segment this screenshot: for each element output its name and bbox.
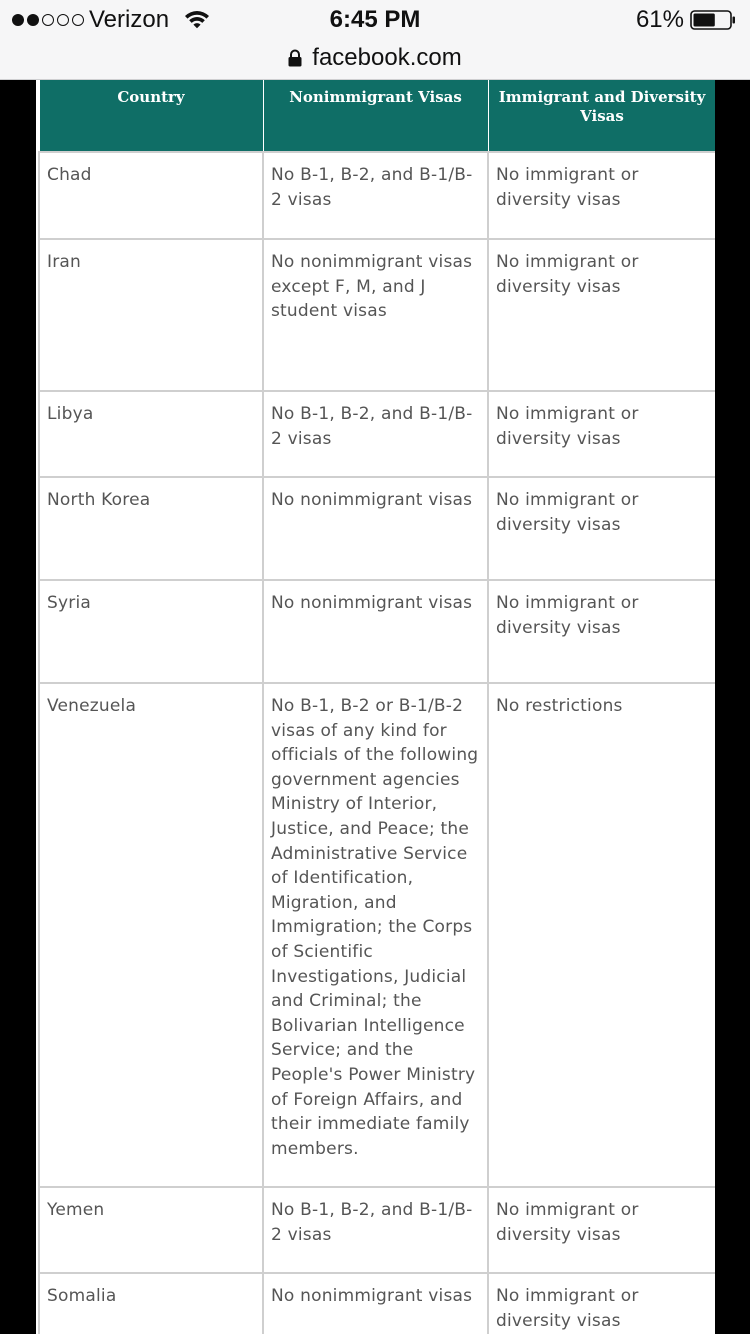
country-cell: Yemen bbox=[39, 1187, 263, 1273]
table-row bbox=[39, 152, 715, 239]
battery-fill bbox=[694, 14, 715, 27]
nonimmigrant-cell: No B-1, B-2 or B-1/B-2 visas of any kind for officials of the following government agencies Ministry of Interior, Justice, and Peace; the Administrative Service of Identification, Migration, and Immigration; the Corps of Scientific Investigations, Judicial and Criminal; the Bolivarian Intelligence Service; and the People's Power Ministry of Foreign Affairs, and their immediate family members. bbox=[263, 683, 488, 1187]
table-row bbox=[39, 477, 715, 580]
country-cell: North Korea bbox=[39, 477, 263, 580]
table-row bbox=[39, 1273, 715, 1334]
table-row bbox=[39, 239, 715, 391]
immigrant-cell: No immigrant or diversity visas bbox=[488, 477, 715, 580]
immigrant-cell: No immigrant or diversity visas bbox=[488, 239, 715, 391]
header-nonimmigrant-visas: Nonimmigrant Visas bbox=[263, 80, 488, 152]
country-cell: Syria bbox=[39, 580, 263, 683]
immigrant-cell: No immigrant or diversity visas bbox=[488, 1187, 715, 1273]
country-cell: Somalia bbox=[39, 1273, 263, 1334]
clock: 6:45 PM bbox=[329, 6, 421, 33]
nonimmigrant-cell: No nonimmigrant visas bbox=[263, 1273, 488, 1334]
visa-restrictions-table-container bbox=[36, 80, 715, 1334]
immigrant-cell: No immigrant or diversity visas bbox=[488, 152, 715, 239]
address-bar[interactable] bbox=[0, 40, 750, 76]
country-cell: Venezuela bbox=[39, 683, 263, 1187]
status-bar bbox=[0, 0, 750, 40]
lock-icon bbox=[288, 49, 302, 67]
table-row bbox=[39, 391, 715, 477]
browser-chrome bbox=[0, 0, 750, 80]
country-cell: Libya bbox=[39, 391, 263, 477]
visa-restrictions-table bbox=[38, 80, 715, 1334]
table-row bbox=[39, 580, 715, 683]
header-country: Country bbox=[39, 80, 263, 152]
url-text: facebook.com bbox=[312, 44, 462, 71]
immigrant-cell: No immigrant or diversity visas bbox=[488, 580, 715, 683]
country-cell: Iran bbox=[39, 239, 263, 391]
nonimmigrant-cell: No B-1, B-2, and B-1/B-2 visas bbox=[263, 391, 488, 477]
nonimmigrant-cell: No nonimmigrant visas bbox=[263, 477, 488, 580]
table-row bbox=[39, 683, 715, 1187]
country-cell: Chad bbox=[39, 152, 263, 239]
carrier-name: Verizon bbox=[89, 6, 170, 33]
immigrant-cell: No immigrant or diversity visas bbox=[488, 391, 715, 477]
table-header-row bbox=[39, 80, 715, 152]
immigrant-cell: No restrictions bbox=[488, 683, 715, 1187]
nonimmigrant-cell: No B-1, B-2, and B-1/B-2 visas bbox=[263, 1187, 488, 1273]
battery-icon bbox=[690, 10, 736, 30]
nonimmigrant-cell: No nonimmigrant visas bbox=[263, 580, 488, 683]
nonimmigrant-cell: No B-1, B-2, and B-1/B-2 visas bbox=[263, 152, 488, 239]
battery-percentage: 61% bbox=[635, 6, 684, 33]
immigrant-cell: No immigrant or diversity visas bbox=[488, 1273, 715, 1334]
table-row bbox=[39, 1187, 715, 1273]
nonimmigrant-cell: No nonimmigrant visas except F, M, and J student visas bbox=[263, 239, 488, 391]
header-immigrant-diversity-visas: Immigrant and Diversity Visas bbox=[488, 80, 715, 152]
